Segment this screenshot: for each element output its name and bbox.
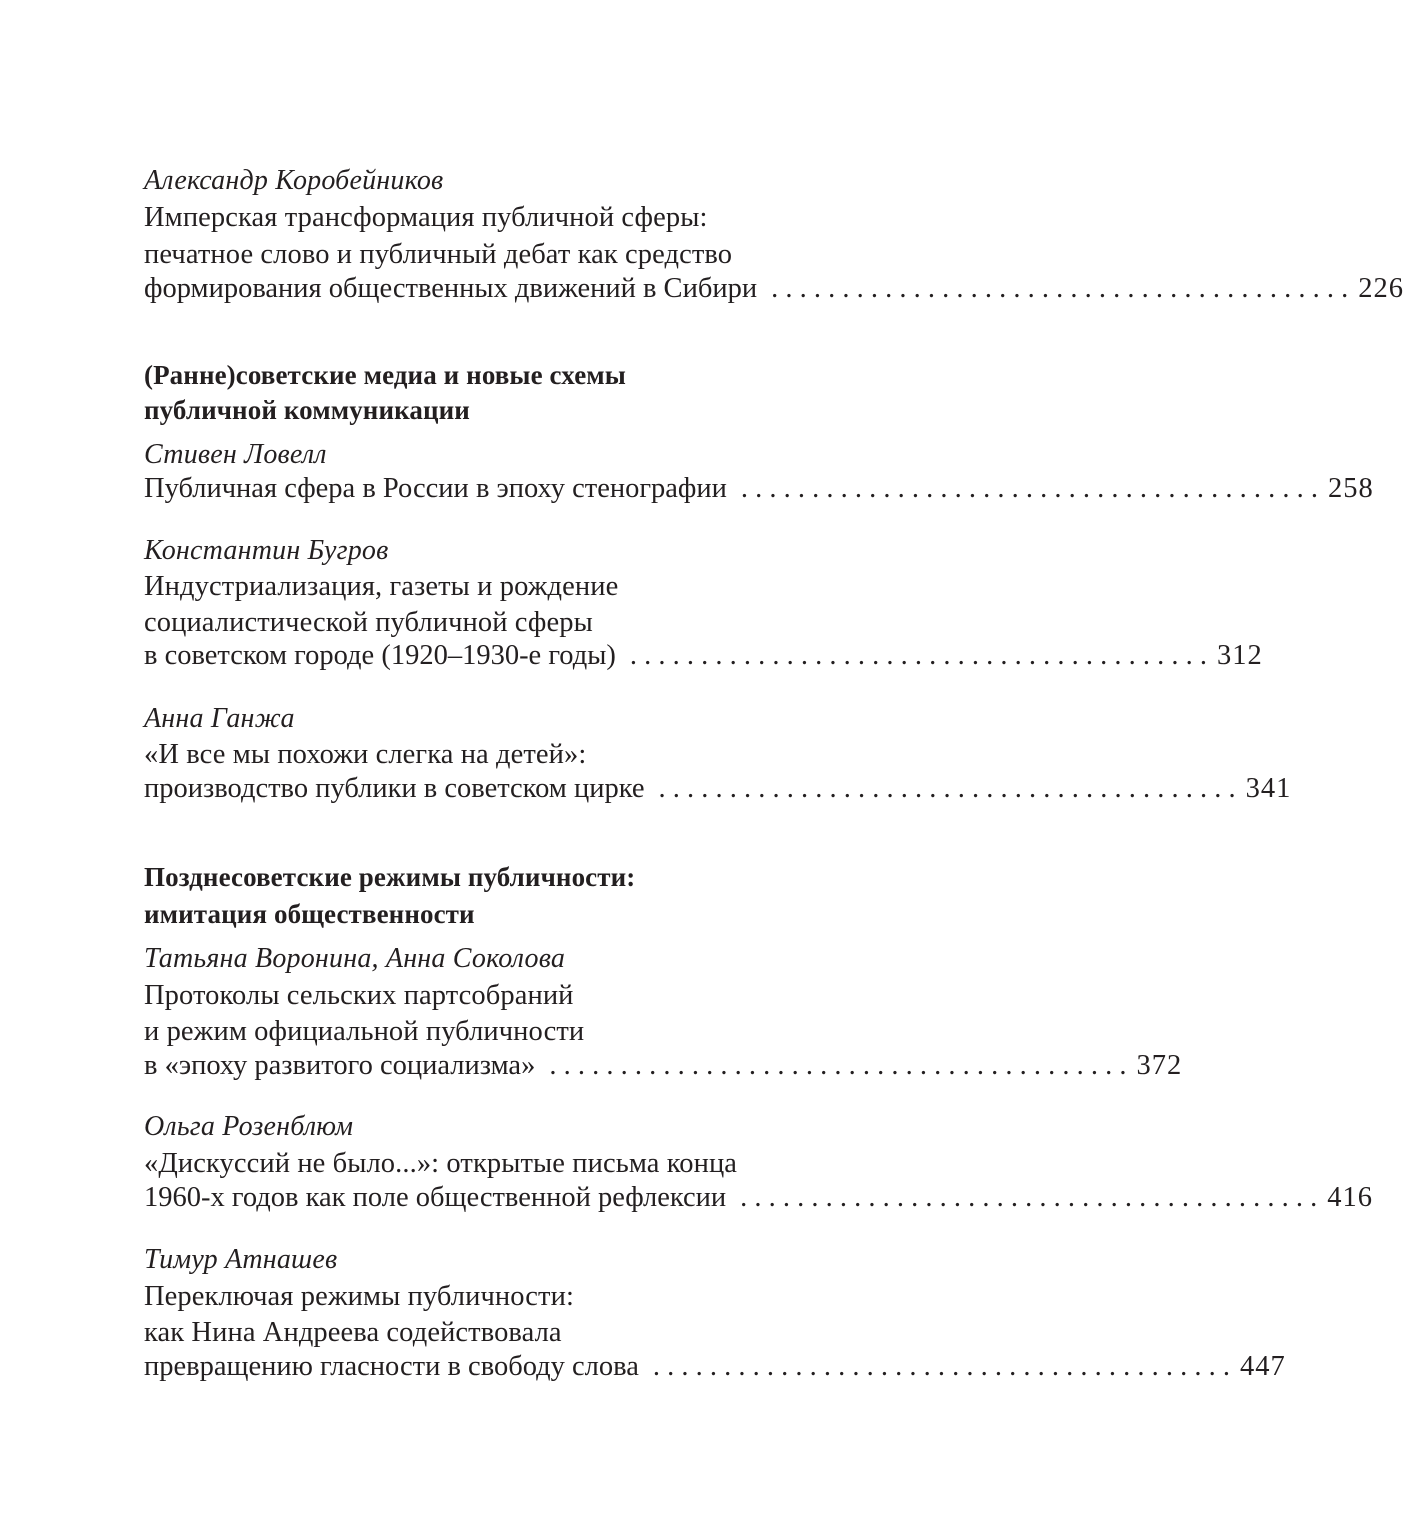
dot-leader: . . . . . . . . . . . . . . . . . . . . . . . . . . . . . . . . . . . . . . . . . [771, 273, 1349, 304]
dot-leader: . . . . . . . . . . . . . . . . . . . . . . . . . . . . . . . . . . . . . . . . . [740, 473, 1319, 504]
entry-title-line: в «эпоху развитого социализма» [144, 1050, 536, 1081]
section-heading: (Ранне)советские медиа и новые схемы [144, 360, 626, 390]
entry-title-line: Индустриализация, газеты и рождение [144, 571, 619, 602]
entry-author: Анна Ганжа [144, 703, 295, 734]
entry-author: Ольга Розенблюм [144, 1111, 354, 1142]
dot-leader: . . . . . . . . . . . . . . . . . . . . . . . . . . . . . . . . . . . . . . . . . [629, 640, 1208, 671]
entry-author: Александр Коробейников [144, 165, 444, 196]
section-heading: имитация общественности [144, 899, 475, 929]
page-number: 226 [1358, 273, 1404, 304]
toc-entry-last-line[interactable] [144, 640, 1263, 674]
page-number: 372 [1136, 1050, 1183, 1081]
entry-title-line: превращению гласности в свободу слова [144, 1351, 639, 1382]
toc-entry-last-line[interactable] [144, 473, 1374, 507]
page-number: 258 [1328, 473, 1374, 504]
entry-title-line: Имперская трансформация публичной сферы: [144, 202, 708, 233]
entry-title-line: «Дискуссий не было...»: открытые письма конца [144, 1148, 738, 1179]
entry-title-line: 1960-х годов как поле общественной рефлексии [144, 1182, 727, 1213]
toc-entry-last-line[interactable] [144, 1351, 1286, 1385]
entry-title-line: социалистической публичной сферы [144, 607, 593, 638]
page-number: 341 [1245, 773, 1292, 804]
dot-leader: . . . . . . . . . . . . . . . . . . . . . . . . . . . . . . . . . . . . . . . . . [549, 1050, 1127, 1081]
entry-title-line: «И все мы похожи слегка на детей»: [144, 739, 587, 770]
toc-entry-last-line[interactable] [144, 1182, 1374, 1216]
entry-author: Константин Бугров [144, 535, 389, 566]
toc-entry-last-line[interactable] [144, 1050, 1183, 1084]
section-heading: Позднесоветские режимы публичности: [144, 862, 636, 892]
toc-entry-last-line[interactable] [144, 773, 1292, 807]
entry-author: Тимур Атнашев [144, 1244, 338, 1275]
entry-title-line: и режим официальной публичности [144, 1016, 585, 1047]
entry-title-line: печатное слово и публичный дебат как средство [144, 239, 733, 270]
entry-title-line: производство публики в советском цирке [144, 773, 645, 804]
dot-leader: . . . . . . . . . . . . . . . . . . . . . . . . . . . . . . . . . . . . . . . . . [658, 773, 1236, 804]
entry-title-line: Переключая режимы публичности: [144, 1281, 574, 1312]
toc-entry-last-line[interactable] [144, 273, 1404, 307]
entry-title-line: Публичная сфера в России в эпоху стенографии [144, 473, 727, 504]
page-number: 416 [1327, 1182, 1374, 1213]
entry-title-line: как Нина Андреева содействовала [144, 1317, 562, 1348]
section-heading: публичной коммуникации [144, 395, 470, 425]
entry-title-line: формирования общественных движений в Сибири [144, 273, 758, 304]
entry-author: Стивен Ловелл [144, 439, 327, 470]
entry-title-line: в советском городе (1920–1930-е годы) [144, 640, 616, 671]
entry-author: Татьяна Воронина, Анна Соколова [144, 943, 566, 974]
page-number: 447 [1240, 1351, 1286, 1382]
entry-title-line: Протоколы сельских партсобраний [144, 980, 574, 1011]
dot-leader: . . . . . . . . . . . . . . . . . . . . . . . . . . . . . . . . . . . . . . . . . [740, 1182, 1318, 1213]
dot-leader: . . . . . . . . . . . . . . . . . . . . . . . . . . . . . . . . . . . . . . . . . [652, 1351, 1231, 1382]
page-number: 312 [1217, 640, 1263, 671]
